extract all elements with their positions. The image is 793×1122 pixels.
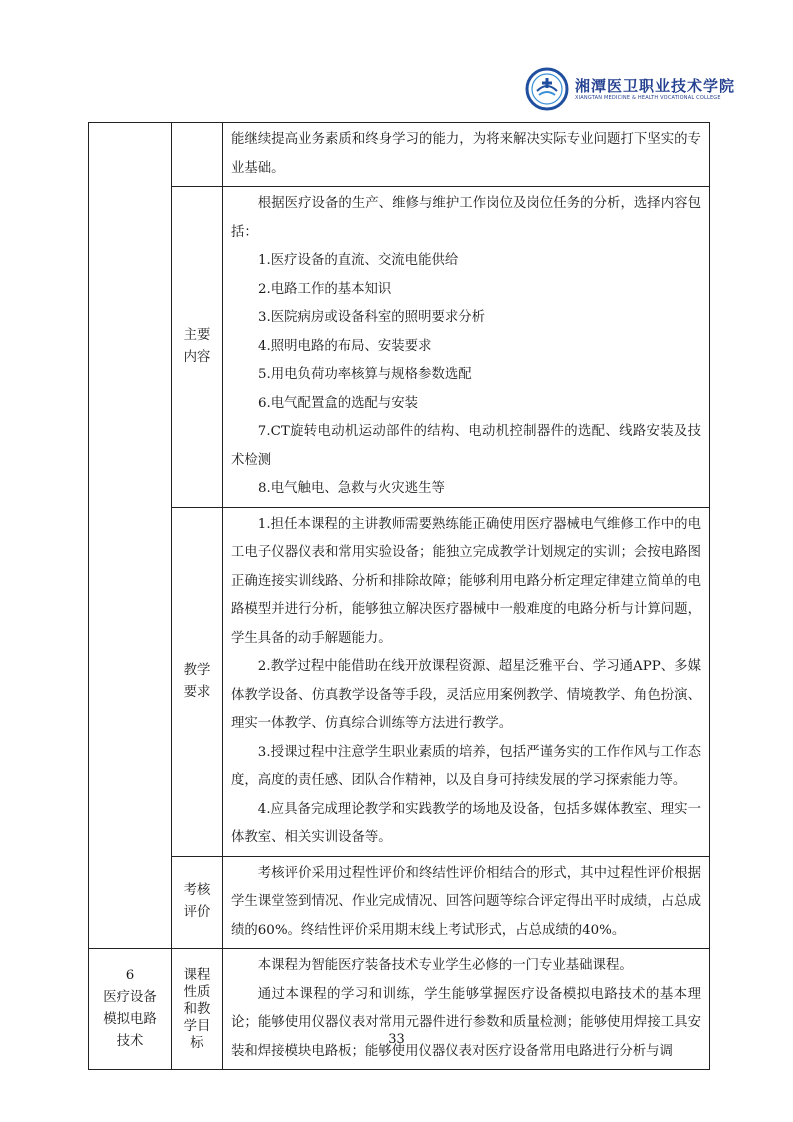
course-nature-paragraph: 本课程为智能医疗装备技术专业学生必修的一门专业基础课程。 [257,958,633,973]
college-name-en: XIANGTAN MEDICINE & HEALTH VOCATIONAL COLLEGE [575,95,721,101]
table-row [89,949,710,1070]
course-nature-cell [223,949,710,1070]
teaching-req-cell [223,507,710,856]
main-content-cell [223,187,710,508]
course-name-cell-empty [89,123,172,949]
college-emblem-icon [525,67,569,111]
list-item: 7.CT旋转电动机运动部件的结构、电动机控制器件的选配、线路安装及技术检测 [231,424,701,468]
continuation-cell [223,123,710,187]
list-item: 2.电路工作的基本知识 [258,281,392,297]
assessment-cell [223,856,710,949]
course-name-cell [89,949,172,1070]
continuation-text: 能继续提高业务素质和终身学习的能力，为将来解决实际专业问题打下坚实的专业基础。 [231,132,701,176]
list-item: 3.医院病房或设备科室的照明要求分析 [258,310,486,325]
college-name-cn: 湘潭医卫职业技术学院 [575,77,736,95]
course-number: 6 [125,968,135,983]
table-row [89,856,710,949]
teaching-req-paragraph: 2.教学过程中能借助在线开放课程资源、超星泛雅平台、学习通APP、多媒体教学设备、仿真教学设备等手段，灵活应用案例教学、情境教学、角色扮演、理实一体教学、仿真综合训练等方法进行教学。 [231,659,701,731]
college-logo [525,64,775,114]
table-row [89,187,710,508]
teaching-req-paragraph: 1.担任本课程的主讲教师需要熟练能正确使用医疗器械电气维修工作中的电工电子仪器仪表和常用实验设备；能独立完成教学计划规定的实训；会按电路图正确连接实训线路、分析和排除故障；能够利用电路分析定理定律建立简单的电路模型并进行分析，能够独立解决医疗器械中一般难度的电路分析与计算问题，学生具备的动手解题能力。 [231,516,701,646]
main-content-label: 主要 内容 [172,187,223,508]
course-nature-label: 课程 性质 和教 学目 标 [172,949,223,1070]
table-row [89,123,710,187]
list-item: 5.用电负荷功率核算与规格参数选配 [258,367,472,382]
assessment-text: 考核评价采用过程性评价和终结性评价相结合的形式，其中过程性评价根据学生课堂签到情况、作业完成情况、回答问题等综合评定得出平时成绩，占总成绩的60%。终结性评价采用期末线上考试形式，占总成绩的40%。 [231,865,701,938]
list-item: 8.电气触电、急救与火灾逃生等 [258,481,445,496]
table-row [89,507,710,856]
course-table [88,122,710,1070]
main-content-intro: 根据医疗设备的生产、维修与维护工作岗位及岗位任务的分析，选择内容包括： [231,196,701,240]
teaching-req-paragraph: 4.应具备完成理论教学和实践教学的场地及设备，包括多媒体教室、理实一体教室、相关实训设备等。 [231,801,701,845]
list-item: 1.医疗设备的直流、交流电能供给 [258,253,459,268]
assessment-label: 考核 评价 [172,856,223,949]
teaching-req-label: 教学 要求 [172,507,223,856]
teaching-req-paragraph: 3.授课过程中注意学生职业素质的培养，包括严谨务实的工作作风与工作态度，高度的责任感、团队合作精神，以及自身可持续发展的学习探索能力等。 [231,744,701,788]
course-name-line: 技术 [116,1034,144,1049]
list-item: 4.照明电路的布局、安装要求 [258,338,432,354]
list-item: 6.电气配置盒的选配与安装 [258,395,419,411]
course-nature-paragraph: 通过本课程的学习和训练，学生能够掌握医疗设备模拟电路技术的基本理论；能够使用仪器仪表对常用元器件进行参数和质量检测；能够使用焊接工具安装和焊接模块电路板；能够使用仪器仪表对医疗设备常用电路进行分析与调 [231,986,701,1059]
course-name-line: 模拟电路 [103,1012,157,1027]
page-number: 33 [388,1032,405,1047]
label-cell-empty [172,123,223,187]
course-name-line: 医疗设备 [103,990,157,1005]
